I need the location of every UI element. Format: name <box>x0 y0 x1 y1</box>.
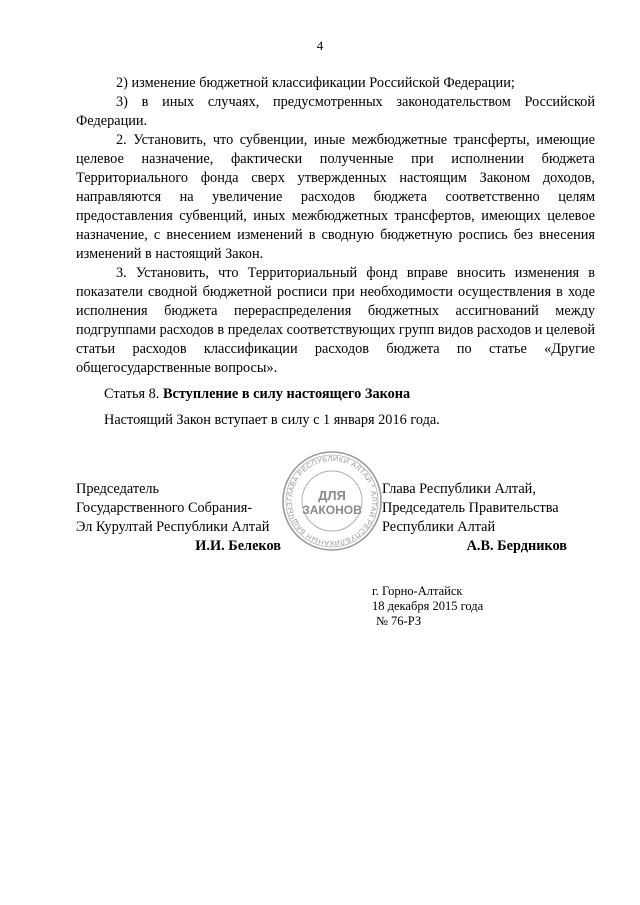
signatory-name: И.И. Белеков <box>195 538 281 554</box>
paragraph-point-3: 3. Установить, что Территориальный фонд вправе вносить изменения в показатели сводной бюджетной росписи при необходимости осуществления в ходе исполнения бюджета перераспределения бюджетных ассигнований между подгруппами расходов в пределах соответствующих групп видов расходов и целевой статьи расходов классификации расходов бюджета по статье «Другие общегосударственные вопросы». <box>76 265 595 376</box>
signatory-name: А.В. Бердников <box>466 538 567 554</box>
page-number: 4 <box>316 38 324 53</box>
list-item-2: 2) изменение бюджетной классификации Российской Федерации; <box>116 75 515 91</box>
watermark-text-top: ДЛЯ <box>318 488 346 503</box>
effective-date-statement: Настоящий Закон вступает в силу с 1 января 2016 года. <box>104 412 440 428</box>
signature-block-right <box>382 480 597 556</box>
signatory-title-line: Республики Алтай <box>382 519 496 535</box>
signature-block-left <box>76 480 281 556</box>
seal-ring-text: ГЛАВА РЕСПУБЛИКИ АЛТАЙ * АЛТАЙ РЕСПУБЛИКАНЫН БАШЧЫЗ <box>284 453 380 549</box>
signatory-title-line: Председатель Правительства <box>382 500 559 516</box>
paragraph-point-2: 2. Установить, что субвенции, иные межбюджетные трансферты, имеющие целевое назначение, фактически полученные при исполнении бюджета Территориального фонда сверх утвержденных настоящим Законом доходов, направляются на увеличение расходов бюджета соответственно целям предоставления субвенций, иных межбюджетных трансфертов, имеющих целевое назначение, с внесением изменений в сводную бюджетную роспись без внесения изменений в настоящий Закон. <box>76 132 595 262</box>
official-seal-stamp <box>281 450 383 552</box>
list-item-3: 3) в иных случаях, предусмотренных законодательством Российской Федерации. <box>76 94 595 129</box>
place-of-signing: г. Горно-Алтайск <box>372 584 463 598</box>
law-number: № 76-РЗ <box>376 614 422 628</box>
signatory-title-line: Председатель <box>76 481 160 497</box>
signatory-title-line: Эл Курултай Республики Алтай <box>76 519 270 535</box>
watermark-text-bottom: ЗАКОНОВ <box>302 503 362 517</box>
document-meta <box>372 584 483 629</box>
document-body <box>76 74 595 430</box>
signatory-title-line: Глава Республики Алтай, <box>382 481 536 497</box>
article-title: Вступление в силу настоящего Закона <box>162 386 411 402</box>
article-prefix: Статья 8. <box>104 386 163 402</box>
signatory-title-line: Государственного Собрания- <box>76 500 253 516</box>
signing-date: 18 декабря 2015 года <box>372 599 484 613</box>
article-8-heading <box>76 385 595 404</box>
seal-icon <box>281 450 383 552</box>
